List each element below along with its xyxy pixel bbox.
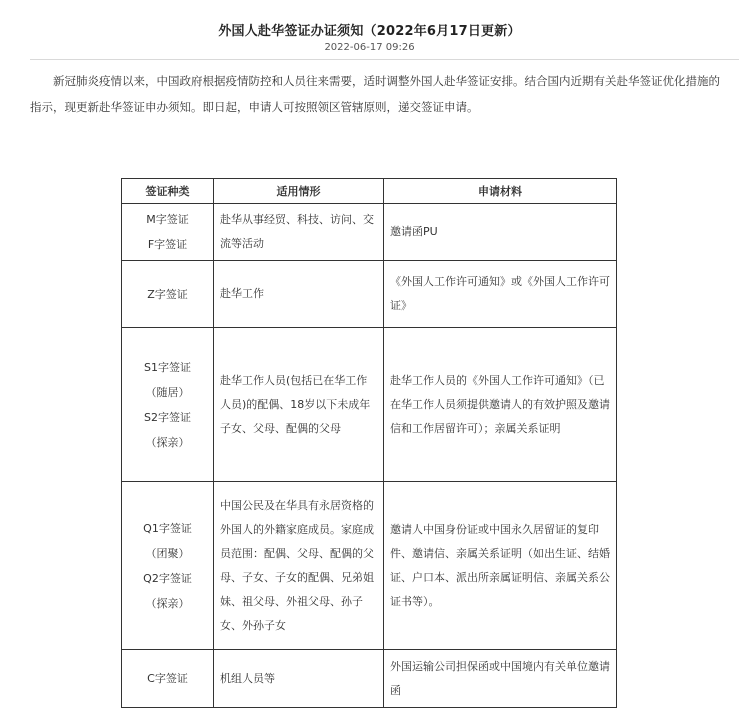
materials-cell: 赴华工作人员的《外国人工作许可通知》（已在华工作人员须提供邀请人的有效护照及邀请信和工作居留许可）；亲属关系证明 xyxy=(384,328,617,482)
visa-type-line: （探亲） xyxy=(145,596,190,610)
intro-paragraph xyxy=(30,68,730,120)
visa-type-cell xyxy=(122,261,214,328)
visa-type-line: S1字签证 xyxy=(144,360,191,374)
header-applicable-situation: 适用情形 xyxy=(214,179,384,204)
visa-type-line: M字签证 xyxy=(146,213,189,226)
visa-requirements-table xyxy=(121,178,617,708)
title-divider xyxy=(30,59,739,60)
table-row xyxy=(122,261,617,328)
header-visa-type: 签证种类 xyxy=(122,179,214,204)
header-application-materials: 申请材料 xyxy=(384,179,617,204)
condition-cell: 赴华从事经贸、科技、访问、交流等活动 xyxy=(214,204,384,261)
visa-type-line: Q1字签证 xyxy=(143,521,192,535)
table-row xyxy=(122,204,617,261)
visa-type-line: Z字签证 xyxy=(147,287,188,301)
visa-type-line: F字签证 xyxy=(147,238,188,251)
visa-type-line: Q2字签证 xyxy=(143,571,192,585)
article-title: 外国人赴华签证办证须知（2022年6月17日更新） xyxy=(218,24,521,39)
visa-type-line: S2字签证 xyxy=(144,410,191,424)
condition-cell: 赴华工作人员(包括已在华工作人员)的配偶、18岁以下未成年子女、父母、配偶的父母 xyxy=(214,328,384,482)
visa-type-cell xyxy=(122,204,214,261)
condition-cell: 赴华工作 xyxy=(214,261,384,328)
table-header-row xyxy=(122,179,617,204)
materials-cell: 邀请函PU xyxy=(384,204,617,261)
materials-cell: 外国运输公司担保函或中国境内有关单位邀请函 xyxy=(384,650,617,708)
visa-type-cell xyxy=(122,328,214,482)
visa-type-line: C字签证 xyxy=(147,672,188,685)
condition-cell: 机组人员等 xyxy=(214,650,384,708)
condition-cell: 中国公民及在华具有永居资格的外国人的外籍家庭成员。家庭成员范围：配偶、父母、配偶的父母、子女、子女的配偶、兄弟姐妹、祖父母、外祖父母、孙子女、外孙子女 xyxy=(214,482,384,650)
publish-date: 2022-06-17 09:26 xyxy=(324,42,415,53)
visa-type-cell xyxy=(122,482,214,650)
visa-type-cell xyxy=(122,650,214,708)
table-row xyxy=(122,328,617,482)
table-row xyxy=(122,650,617,708)
table-row xyxy=(122,482,617,650)
visa-type-line: （团聚） xyxy=(145,546,190,560)
visa-type-line: （探亲） xyxy=(145,435,190,449)
materials-cell: 《外国人工作许可通知》或《外国人工作许可证》 xyxy=(384,261,617,328)
materials-cell: 邀请人中国身份证或中国永久居留证的复印件、邀请信、亲属关系证明（如出生证、结婚证、户口本、派出所亲属证明信、亲属关系公证书等）。 xyxy=(384,482,617,650)
visa-type-line: （随居） xyxy=(145,385,190,399)
intro-text: 新冠肺炎疫情以来，中国政府根据疫情防控和人员往来需要，适时调整外国人赴华签证安排。结合国内近期有关赴华签证优化措施的指示，现更新赴华签证申办须知。即日起，申请人可按照领区管辖原则，递交签证申请。 xyxy=(30,74,720,114)
